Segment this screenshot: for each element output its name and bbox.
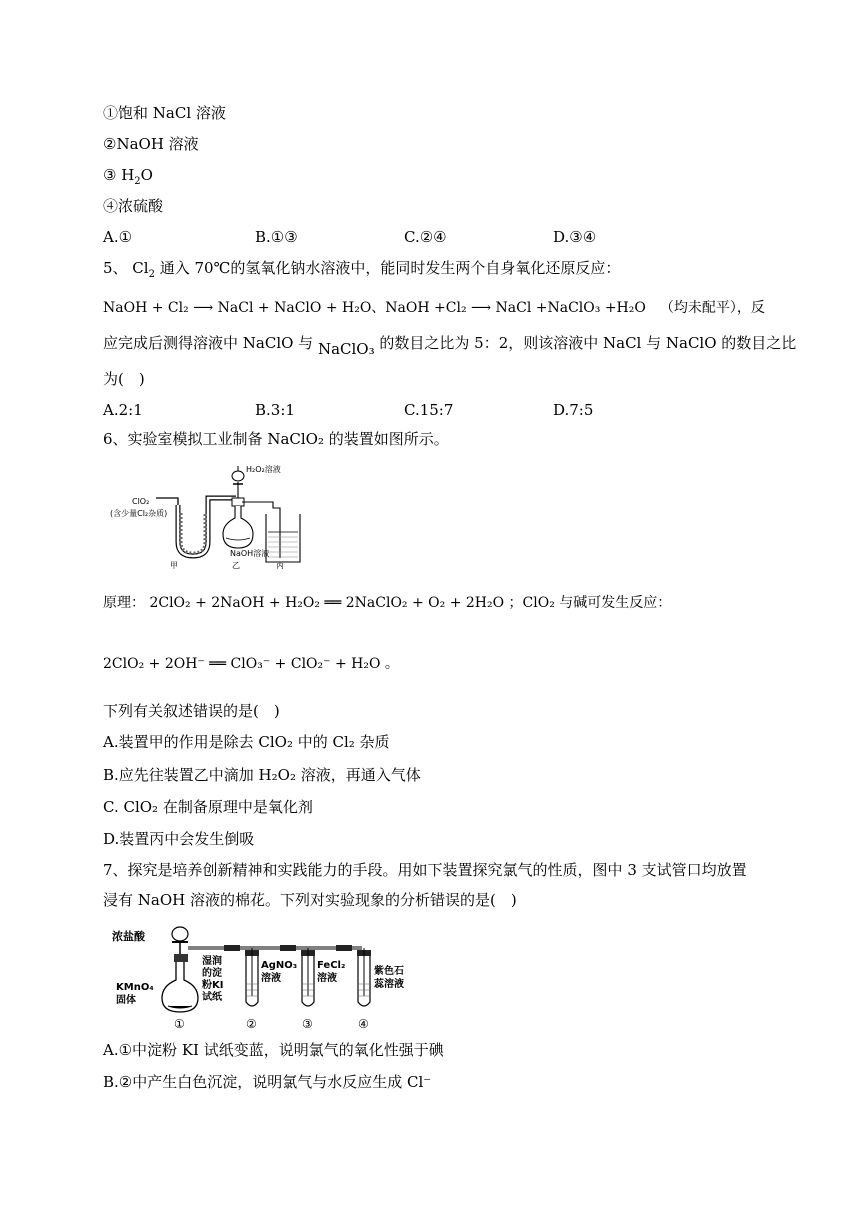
fig7-ki-label-3: 粉KI bbox=[202, 980, 224, 991]
fig7-ki-label-1: 湿润 bbox=[202, 956, 222, 967]
q4-option-d: D.③④ bbox=[553, 228, 597, 246]
q4-option-a: A.① bbox=[103, 228, 133, 246]
q7-apparatus-figure bbox=[112, 920, 432, 1032]
fig6-gas-label-2: (含少量Cl₂杂质) bbox=[110, 509, 168, 518]
q5-line-3: 为( ) bbox=[103, 370, 145, 388]
fig6-label-yi: 乙 bbox=[232, 561, 240, 570]
fig7-number-4: ④ bbox=[358, 1017, 369, 1031]
q5-option-b: B.3:1 bbox=[255, 401, 295, 419]
q7-stem-line-2: 浸有 NaOH 溶液的棉花。下列对实验现象的分析错误的是( ) bbox=[103, 891, 517, 909]
q4-item-4: ④浓硫酸 bbox=[103, 197, 164, 215]
q6-question: 下列有关叙述错误的是( ) bbox=[103, 702, 280, 720]
q6-option-d: D.装置丙中会发生倒吸 bbox=[103, 830, 255, 848]
q6-stem: 6、实验室模拟工业制备 NaClO₂ 的装置如图所示。 bbox=[103, 430, 449, 448]
fig7-fecl2-label-2: 溶液 bbox=[317, 973, 337, 984]
q7-stem-line-1: 7、探究是培养创新精神和实践能力的手段。用如下装置探究氯气的性质，图中 3 支试管口均放置 bbox=[103, 861, 747, 879]
q6-option-c: C. ClO₂ 在制备原理中是氧化剂 bbox=[103, 798, 313, 816]
fig7-kmno4-label-1: KMnO₄ bbox=[116, 982, 154, 993]
q5-equations: NaOH + Cl₂ ⟶ NaCl + NaClO + H₂O、NaOH +Cl₂ ⟶ NaCl +NaClO₃ +H₂O （均未配平），反 bbox=[103, 300, 765, 316]
fig6-label-jia: 甲 bbox=[170, 561, 178, 570]
fig6-gas-label-1: ClO₂ bbox=[132, 497, 150, 506]
fig7-ki-label-2: 的淀 bbox=[202, 968, 222, 979]
q4-option-b: B.①③ bbox=[255, 228, 298, 246]
fig7-fecl2-label-1: FeCl₂ bbox=[317, 960, 346, 971]
q5-option-c: C.15:7 bbox=[404, 401, 454, 419]
q4-item-1: ①饱和 NaCl 溶液 bbox=[103, 104, 226, 122]
q5-option-d: D.7:5 bbox=[553, 401, 594, 419]
fig7-agno3-label-2: 溶液 bbox=[261, 973, 281, 984]
fig7-number-2: ② bbox=[246, 1017, 257, 1031]
fig7-hcl-label: 浓盐酸 bbox=[112, 930, 145, 943]
q4-item-2: ②NaOH 溶液 bbox=[103, 135, 199, 153]
q7-option-b: B.②中产生白色沉淀，说明氯气与水反应生成 Cl⁻ bbox=[103, 1073, 432, 1091]
q4-item-3: ③ $H_2O$ bbox=[103, 166, 153, 187]
q5-stem: 5、 $Cl_2$ 通入 70℃的氢氧化钠水溶液中，能同时发生两个自身氧化还原反应： bbox=[103, 259, 621, 280]
q6-equation-2: 2ClO₂ + 2OH⁻ ══ ClO₃⁻ + ClO₂⁻ + H₂O 。 bbox=[103, 656, 399, 672]
fig7-number-1: ① bbox=[174, 1017, 185, 1031]
fig7-agno3-label-1: AgNO₃ bbox=[261, 960, 298, 971]
fig7-kmno4-label-2: 固体 bbox=[116, 995, 136, 1006]
fig7-litmus-label-2: 蕊溶液 bbox=[374, 979, 404, 990]
fig6-naoh-label: NaOH溶液 bbox=[230, 549, 270, 558]
q6-option-b: B.应先往装置乙中滴加 H₂O₂ 溶液，再通入气体 bbox=[103, 766, 421, 784]
fig7-number-3: ③ bbox=[302, 1017, 313, 1031]
fig6-label-bing: 丙 bbox=[276, 561, 284, 570]
q5-line-2: 应完成后测得溶液中 NaClO 与 NaClO₃ 的数目之比为 5：2，则该溶液中 NaCl 与 NaClO 的数目之比 bbox=[103, 334, 797, 358]
q5-option-a: A.2:1 bbox=[103, 401, 143, 419]
q4-option-c: C.②④ bbox=[404, 228, 447, 246]
fig7-litmus-label-1: 紫色石 bbox=[374, 966, 404, 977]
fig6-h2o2-label: H₂O₂溶液 bbox=[246, 465, 281, 474]
q6-option-a: A.装置甲的作用是除去 ClO₂ 中的 Cl₂ 杂质 bbox=[103, 733, 390, 751]
fig7-ki-label-4: 试纸 bbox=[202, 992, 222, 1003]
q6-apparatus-figure bbox=[108, 458, 318, 570]
q6-principle: 原理： 2ClO₂ + 2NaOH + H₂O₂ ══ 2NaClO₂ + O₂ + 2H₂O ；ClO₂ 与碱可发生反应： bbox=[103, 595, 672, 611]
q7-option-a: A.①中淀粉 KI 试纸变蓝，说明氯气的氧化性强于碘 bbox=[103, 1041, 444, 1059]
